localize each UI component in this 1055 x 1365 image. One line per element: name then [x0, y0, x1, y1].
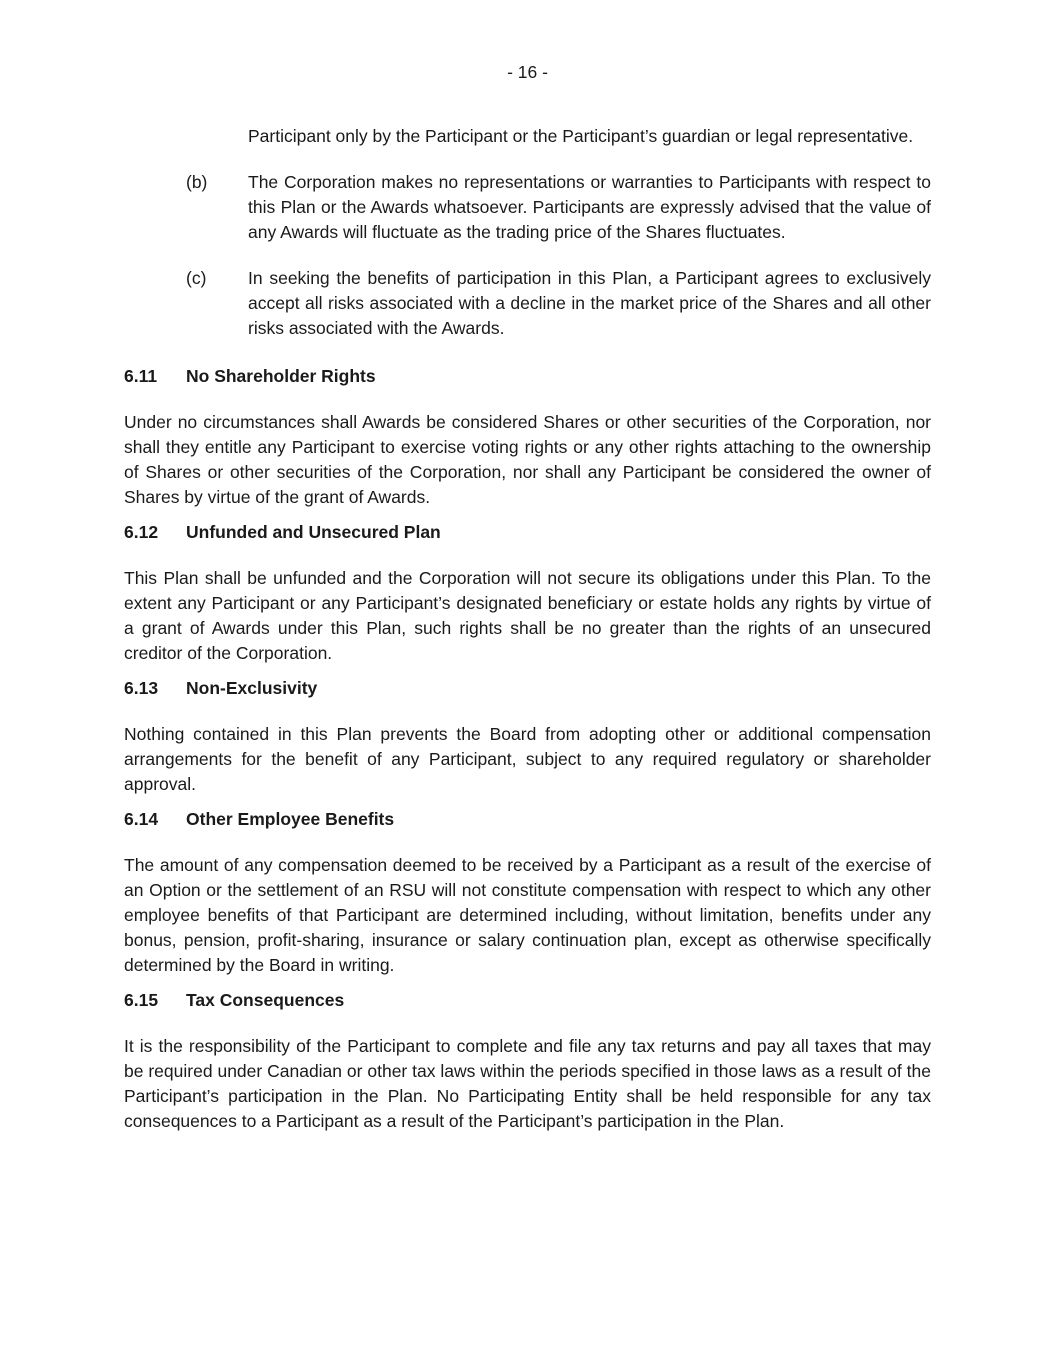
section-title: Tax Consequences [186, 990, 345, 1010]
section-body-6-13: Nothing contained in this Plan prevents the Board from adopting other or additional compensation arrangements for the benefit of any Participant, subject to any required regulatory or shareholder approval. [124, 724, 931, 794]
section-heading-6-14 [124, 807, 931, 832]
document-body [124, 124, 931, 1144]
section-body-6-11: Under no circumstances shall Awards be considered Shares or other securities of the Corporation, nor shall they entitle any Participant to exercise voting rights or any other rights attaching to the ownership of Shares or other securities of the Corporation, nor shall any Participant be considered the owner of Shares by virtue of the grant of Awards. [124, 412, 931, 507]
section-number: 6.13 [124, 678, 159, 698]
list-item-b [124, 170, 931, 245]
section-heading-6-11 [124, 364, 931, 389]
section-number: 6.15 [124, 990, 159, 1010]
section-number: 6.14 [124, 809, 159, 829]
section-heading-6-12 [124, 520, 931, 545]
section-heading-6-15 [124, 988, 931, 1013]
list-item-text: In seeking the benefits of participation in this Plan, a Participant agrees to exclusively accept all risks associated with a decline in the market price of the Shares and all other risks associated with the Awards. [248, 268, 931, 338]
page-number: - 16 - [507, 62, 548, 82]
section-number: 6.12 [124, 522, 159, 542]
section-heading-6-13 [124, 676, 931, 701]
section-title: Unfunded and Unsecured Plan [186, 522, 441, 542]
section-title: Other Employee Benefits [186, 809, 395, 829]
section-number: 6.11 [124, 366, 158, 386]
list-item-label: (c) [186, 268, 207, 288]
continuation-paragraph: Participant only by the Participant or the Participant’s guardian or legal representative. [248, 126, 914, 146]
section-title: No Shareholder Rights [186, 366, 376, 386]
section-title: Non-Exclusivity [186, 678, 318, 698]
list-item-label: (b) [186, 172, 208, 192]
list-item-c [124, 266, 931, 341]
section-body-6-15: It is the responsibility of the Participant to complete and file any tax returns and pay all taxes that may be required under Canadian or other tax laws within the periods specified in those laws as a result of the Participant’s participation in the Plan. No Participating Entity shall be held responsible for any tax consequences to a Participant as a result of the Participant’s participation in the Plan. [124, 1036, 931, 1131]
section-body-6-12: This Plan shall be unfunded and the Corporation will not secure its obligations under this Plan. To the extent any Participant or any Participant’s designated beneficiary or estate holds any rights by virtue of a grant of Awards under this Plan, such rights shall be no greater than the rights of an unsecured creditor of the Corporation. [124, 568, 931, 663]
section-body-6-14: The amount of any compensation deemed to be received by a Participant as a result of the exercise of an Option or the settlement of an RSU will not constitute compensation with respect to which any other employee benefits of that Participant are determined including, without limitation, benefits under any bonus, pension, profit-sharing, insurance or salary continuation plan, except as otherwise specifically determined by the Board in writing. [124, 855, 931, 975]
list-item-text: The Corporation makes no representations or warranties to Participants with respect to this Plan or the Awards whatsoever. Participants are expressly advised that the value of any Awards will fluctuate as the trading price of the Shares fluctuates. [248, 172, 931, 242]
